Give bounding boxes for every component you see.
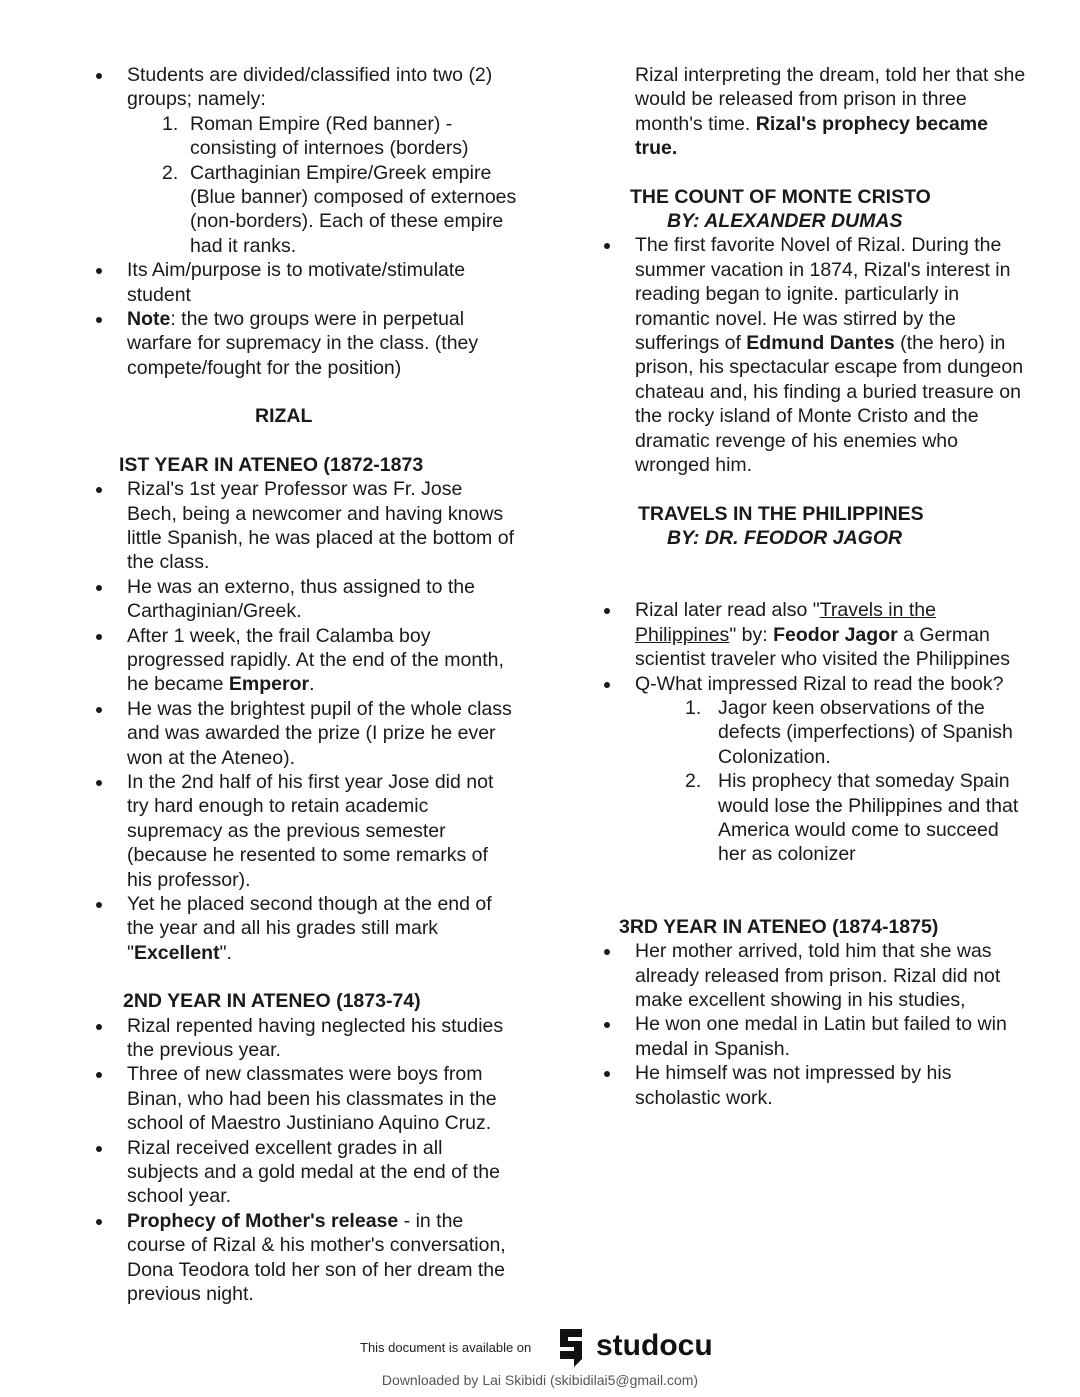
list-item: Rizal received excellent grades in all subjects and a gold medal at the end of the school year. [92, 1136, 517, 1209]
list-item: Its Aim/purpose is to motivate/stimulate student [92, 258, 517, 307]
year2-heading: 2ND YEAR IN ATENEO (1873-74) [123, 990, 421, 1013]
year1-heading: IST YEAR IN ATENEO (1872-1873 [119, 453, 424, 476]
monte-cristo-title: THE COUNT OF MONTE CRISTO [630, 185, 931, 208]
list-item: Note: the two groups were in perpetual warfare for supremacy in the class. (they compete/fought for the position) [92, 307, 517, 380]
downloaded-by: Downloaded by Lai Skibidi (skibidilai5@gmail.com) [381, 1372, 699, 1388]
list-item: He was the brightest pupil of the whole class and was awarded the prize (I prize he ever won at the Ateneo). [92, 697, 517, 770]
continued-paragraph: Rizal interpreting the dream, told her that she would be released from prison in three month's time. Rizal's prophecy became true. [635, 64, 1026, 160]
available-text: This document is available on [360, 1340, 532, 1355]
answers-list [635, 696, 1028, 867]
year2-list [92, 1014, 517, 1307]
list-item: He himself was not impressed by his scholastic work. [600, 1061, 1028, 1110]
list-item: The first favorite Novel of Rizal. During the summer vacation in 1874, Rizal's interest in reading began to ignite. particularly in romantic novel. He was stirred by the sufferings of Edmund Dantes (the hero) in prison, his spectacular escape from dungeon chateau and, his finding a buried treasure on the rocky island of Monte Cristo and the dramatic revenge of his enemies who wronged him. [600, 233, 1028, 477]
list-item: In the 2nd half of his first year Jose did not try hard enough to retain academic supremacy as the previous semester (because he resented to some remarks of his professor). [92, 770, 517, 892]
logo-wordmark: studocu [596, 1329, 713, 1362]
rizal-heading: RIZAL [255, 405, 313, 428]
right-column [600, 63, 1028, 1110]
list-item: Prophecy of Mother's release - in the course of Rizal & his mother's conversation, Dona Teodora told her son of her dream the previous night. [92, 1209, 517, 1307]
year3-list [600, 939, 1028, 1110]
travels-title: TRAVELS IN THE PHILIPPINES [638, 502, 924, 525]
monte-cristo-author: BY: ALEXANDER DUMAS [667, 210, 903, 233]
list-item: Rizal's 1st year Professor was Fr. Jose Bech, being a newcomer and having knows little Spanish, he was placed at the bottom of the class. [92, 477, 517, 575]
list-item: He was an externo, thus assigned to the Carthaginian/Greek. [92, 575, 517, 624]
list-item: He won one medal in Latin but failed to win medal in Spanish. [600, 1012, 1028, 1061]
studocu-logo-icon [552, 1325, 732, 1367]
studocu-logo[interactable] [552, 1325, 732, 1367]
groups-list [127, 112, 517, 258]
travels-book-link: Travels in the Philippines [635, 599, 936, 646]
list-item: Rizal repented having neglected his studies the previous year. [92, 1014, 517, 1063]
year3-heading: 3RD YEAR IN ATENEO (1874-1875) [619, 915, 939, 938]
list-item: 1. Jagor keen observations of the defects (imperfections) of Spanish Colonization. [685, 696, 1013, 768]
list-item: 1. Roman Empire (Red banner) - consisting of internoes (borders) [162, 112, 469, 160]
list-item: After 1 week, the frail Calamba boy progressed rapidly. At the end of the month, he became Emperor. [92, 624, 517, 697]
travels-list [600, 598, 1028, 866]
list-item: 2. Carthaginian Empire/Greek empire (Blue banner) composed of externoes (non-borders). Each of these empire had it ranks. [162, 161, 517, 257]
list-item: Three of new classmates were boys from Binan, who had been his classmates in the school of Maestro Justiniano Aquino Cruz. [92, 1062, 517, 1135]
list-item: Yet he placed second though at the end of the year and all his grades still mark "Excellent". [92, 892, 517, 965]
list-item: Rizal later read also "Travels in the Philippines" by: Feodor Jagor a German scientist traveler who visited the Philippines [600, 598, 1028, 671]
intro-list [92, 63, 517, 380]
year1-list [92, 477, 517, 965]
left-column [92, 63, 517, 1307]
monte-cristo-list [600, 233, 1028, 477]
list-item: 2. His prophecy that someday Spain would lose the Philippines and that America would come to succeed her as colonizer [685, 770, 1019, 866]
list-item: Q-What impressed Rizal to read the book? 1. Jagor keen observations of the defects (imperfections) of Spanish Colonization. 2. His prophecy that someday Spain would lose the Philippines and that America would come to succeed her as colonizer [600, 672, 1028, 867]
list-item: Students are divided/classified into two (2) groups; namely: 1. Roman Empire (Red banner) - consisting of internoes (borders) 2. Carthaginian Empire/Greek empire (Blue banner) composed of externoes (non-borders). Each of these empire had it ranks. [92, 63, 517, 258]
list-item: Her mother arrived, told him that she was already released from prison. Rizal did not make excellent showing in his studies, [600, 939, 1028, 1012]
travels-author: BY: DR. FEODOR JAGOR [667, 526, 903, 549]
